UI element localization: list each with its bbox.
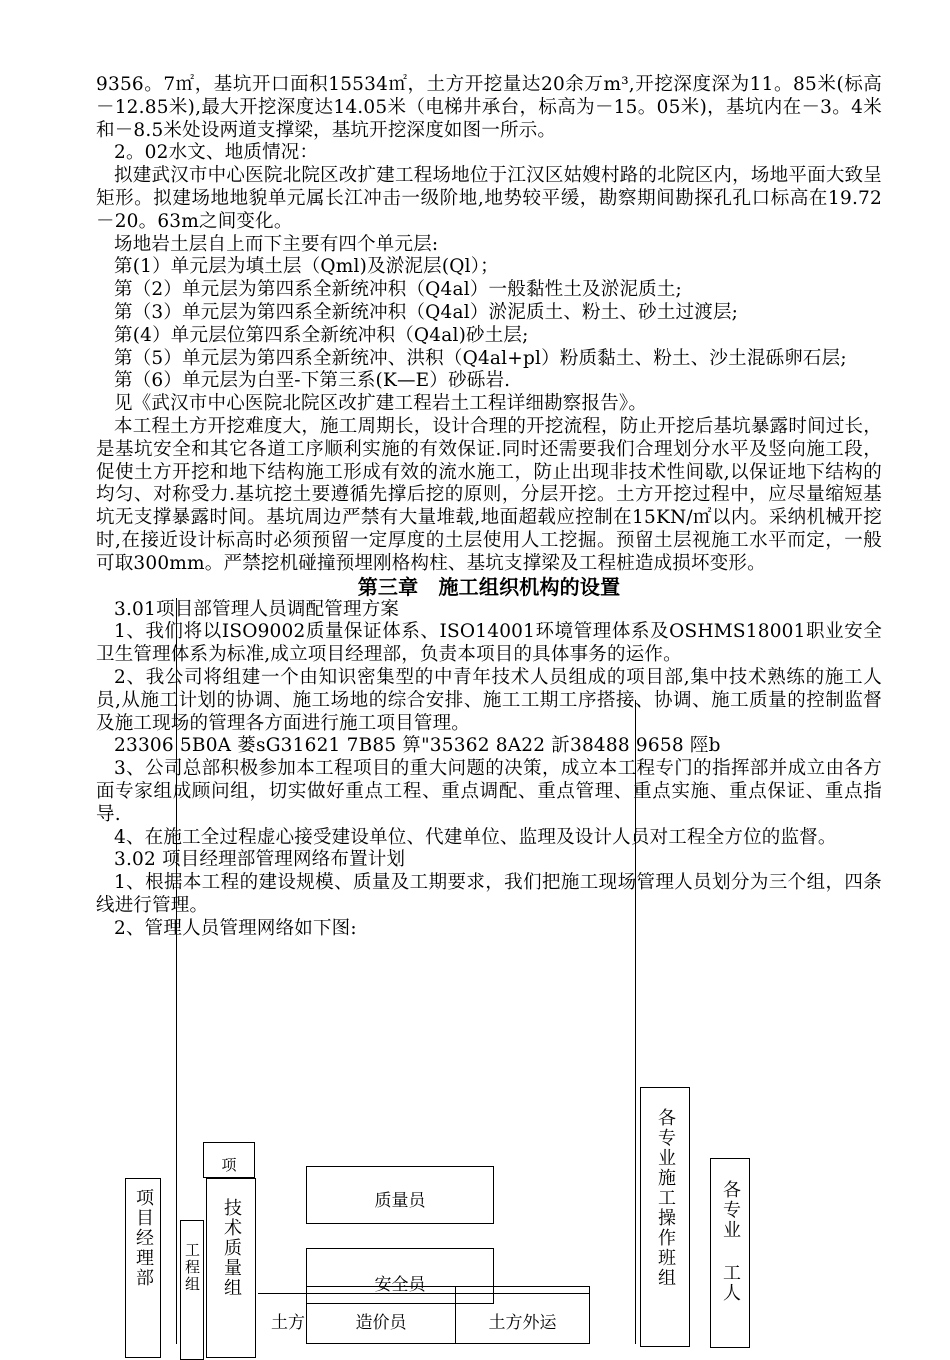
org-label-eng-group: 工程组 bbox=[183, 1242, 201, 1293]
paragraph: 1、我们将以ISO9002质量保证体系、ISO14001环境管理体系及OSHMS18001职业安全卫生管理体系为标准,成立项目经理部，负责本项目的具体事务的运作。 bbox=[96, 621, 882, 666]
org-chart bbox=[0, 1090, 950, 1344]
document-body bbox=[96, 74, 882, 940]
paragraph: 4、在施工全过程虚心接受建设单位、代建单位、监理及设计人员对工程全方位的监督。 bbox=[114, 826, 837, 848]
garbled-line: 23306 5B0A 蒌sG31621 7B85 箅"35362 8A22 訢38488 9658 陘b bbox=[114, 735, 721, 757]
org-label-earth-outside: 土方外运 bbox=[488, 1313, 557, 1333]
paragraph: 拟建武汉市中心医院北院区改扩建工程场地位于江汉区姑嫂村路的北院区内，场地平面大致呈矩形。拟建场地地貌单元属长江冲击一级阶地,地势较平缓，勘察期间勘探孔孔口标高在19.72－20。63m之间变化。 bbox=[96, 165, 882, 232]
org-label-specialty-teams: 各专业施工操作班组 bbox=[655, 1108, 676, 1288]
list-item: 第(4）单元层位第四系全新统冲积（Q4al)砂土层; bbox=[114, 324, 529, 346]
paragraph: 见《武汉市中心医院北院区改扩建工程岩土工程详细勘察报告》。 bbox=[114, 393, 648, 415]
chapter-title: 第三章 施工组织机构的设置 bbox=[357, 574, 621, 599]
section-heading: 3.01项目部管理人员调配管理方案 bbox=[114, 598, 400, 620]
org-label-specialty-workers: 各专业 工人 bbox=[720, 1180, 741, 1303]
list-item: 第（5）单元层为第四系全新统冲、洪积（Q4al+pl）粉质黏土、粉土、沙土混砾卵石层; bbox=[114, 347, 847, 369]
paragraph: 1、根据本工程的建设规模、质量及工期要求，我们把施工现场管理人员划分为三个组，四条线进行管理。 bbox=[96, 872, 882, 916]
list-item: 第(1）单元层为填土层（Qml)及淤泥层(Ql）； bbox=[114, 256, 499, 278]
list-item: 第（3）单元层为第四系全新统冲积（Q4al）淤泥质土、粉土、砂土过渡层; bbox=[114, 301, 739, 323]
org-label-quality: 质量员 bbox=[374, 1191, 426, 1211]
paragraph: 3、公司总部积极参加本工程项目的重大问题的决策，成立本工程专门的指挥部并成立由各方面专家组成顾问组，切实做好重点工程、重点调配、重点管理、重点实施、重点保证、重点指导. bbox=[96, 758, 882, 825]
org-label-project-dept: 项目经理部 bbox=[133, 1188, 154, 1288]
org-label-earth-left: 土方 bbox=[271, 1313, 305, 1333]
section-heading: 2。02水文、地质情况： bbox=[114, 142, 319, 164]
org-label-cost: 造价员 bbox=[355, 1313, 407, 1333]
org-label-xiang: 项 bbox=[221, 1156, 237, 1174]
paragraph: 2、管理人员管理网络如下图: bbox=[114, 917, 357, 939]
org-label-tech-quality: 技术质量组 bbox=[221, 1198, 242, 1298]
paragraph: 2、我公司将组建一个由知识密集型的中青年技术人员组成的项目部,集中技术熟练的施工人员,从施工计划的协调、施工场地的综合安排、施工工期工序搭接、协调、施工质量的控制监督及施工现场的管理各方面进行施工项目管理。 bbox=[96, 666, 882, 734]
section-heading: 3.02 项目经理部管理网络布置计划 bbox=[114, 849, 406, 871]
org-label-safety: 安全员 bbox=[374, 1275, 426, 1295]
paragraph: 场地岩土层自上而下主要有四个单元层: bbox=[114, 233, 439, 255]
paragraph: 9356。7㎡，基坑开口面积15534㎡，土方开挖量达20余万m³,开挖深度深为11。85米(标高－12.85米),最大开挖深度达14.05米（电梯井承台，标高为－15。05米)，基坑内在－3。4米和－8.5米处设两道支撑梁，基坑开挖深度如图一所示。 bbox=[96, 74, 882, 141]
paragraph: 本工程土方开挖难度大，施工周期长，设计合理的开挖流程，防止开挖后基坑暴露时间过长，是基坑安全和其它各道工序顺利实施的有效保证.同时还需要我们合理划分水平及竖向施工段，促使土方开挖和地下结构施工形成有效的流水施工，防止出现非技术性间歇,以保证地下结构的均匀、对称受力.基坑挖土要遵循先撑后挖的原则，分层开挖。土方开挖过程中，应尽量缩短基坑无支撑暴露时间。基坑周边严禁有大量堆载,地面超载应控制在15KN/㎡以内。采纳机械开挖时,在接近设计标高时必须预留一定厚度的土层使用人工挖掘。预留土层视施工水平而定，一般可取300mm。严禁挖机碰撞预埋刚格构柱、基坑支撑梁及工程桩造成损坏变形。 bbox=[96, 415, 882, 574]
list-item: 第（6）单元层为白垩-下第三系(K—E）砂砾岩. bbox=[114, 370, 511, 392]
list-item: 第（2）单元层为第四系全新统冲积（Q4al）一般黏性土及淤泥质土; bbox=[114, 279, 682, 301]
